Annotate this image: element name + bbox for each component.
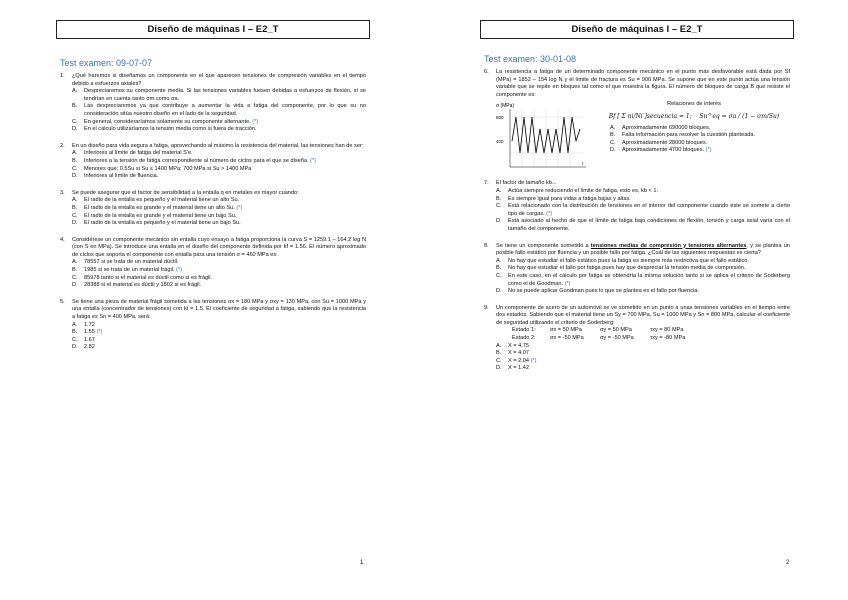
question-1	[60, 73, 366, 134]
option-letter: B.	[72, 204, 78, 211]
option-list	[60, 259, 366, 289]
stress-states	[484, 327, 790, 342]
answer-option	[60, 322, 366, 330]
answer-option	[484, 258, 790, 266]
option-text-body: Aproximadamente 4700 bloques.	[622, 147, 705, 154]
option-text-body: El radio de la entalla es grande y el material tiene un bajo Su.	[84, 212, 237, 219]
answer-option	[60, 126, 366, 134]
question-stem: La resistencia a fatiga de un determinado componente mecánico en el punto más desfavorable está dada por Sf (MPa) = 1852 – 154 log N y el límite de fractura es Su = 900 MPa. Se supone que en este punto actúa una tensión variable que se repite en bloques tal como el que muestra la figura. El número de bloques de carga B que resiste el componente es:	[496, 69, 790, 98]
option-text-body: En este caso, en el cálculo por fatiga se obtendría la misma solución tanto si se aplica el criterio de Soderberg como el de Goodman.	[508, 272, 790, 287]
question-9	[484, 305, 790, 373]
graph-grid	[510, 109, 584, 167]
state-sigma-y: σy = 50 MPa	[600, 327, 632, 334]
graph-tick-800: 800	[496, 115, 504, 121]
question-stem	[496, 243, 790, 258]
option-text-body: X = 4.07	[508, 350, 529, 357]
answer-option	[60, 205, 366, 213]
option-letter: C.	[610, 139, 616, 146]
option-text-body: 78557 si se trata de un material dúctil.	[84, 259, 179, 266]
question-6	[484, 69, 790, 171]
question-number: 7.	[484, 180, 489, 187]
question-number: 3.	[60, 189, 65, 196]
option-text-body: Menores que: 0.5Su si Su ≤ 1400 MPa; 700 MPa si Su > 1400 MPa	[84, 165, 252, 172]
option-letter: B.	[496, 265, 502, 272]
option-letter: A.	[496, 257, 502, 264]
question-stem: Se tiene una pieza de material frágil sometida a las tensiones σx = 180 MPa y σxy = 130 MPa, con Su = 1000 MPa y una entalla (concentrador de tensiones) con kt = 1.5. El coeficiente de seguridad a fatiga, sabiendo que la resistencia a fatiga es Sn = 400 MPa, será:	[72, 298, 366, 321]
option-text	[84, 267, 366, 275]
option-text-body: Aproximadamente 28000 bloques.	[622, 139, 708, 146]
option-text-body: El radio de la entalla es pequeño y el material tiene un alto Su.	[84, 197, 240, 204]
state-label: Estado 2:	[512, 335, 536, 342]
answer-option	[484, 273, 790, 288]
correct-answer-mark: (*)	[530, 357, 537, 364]
state-sigma-x: σx = 50 MPa	[550, 327, 582, 334]
answer-option	[60, 213, 366, 221]
state-sigma-x: σx = -50 MPa	[550, 335, 584, 342]
question-stem: Considérese un componente mecánico sin entalla cuyo ensayo a fatiga proporciona la curva S = 1259.1 – 164.2 log N (con S en MPa). Se introduce una entalla en el diseño del componente definida por kf = 1.56. El número aproximado de ciclos que soporta el componente con entalla para una tensión σ = 460 MPa es:	[72, 236, 366, 258]
question-stem: Se puede asegurar que el factor de sensibilidad a la entalla q en metales es mayor cuando:	[72, 189, 299, 196]
answer-option	[60, 119, 366, 127]
answer-option	[60, 267, 366, 275]
answer-option	[60, 337, 366, 345]
option-text-body: Inferiores a la tensión de fatiga correspondiente al número de ciclos para el que se diseña.	[84, 157, 309, 164]
option-text-body: 28388 si el material es dúctil y 1802 si es frágil.	[84, 282, 202, 289]
option-letter: C.	[72, 165, 78, 172]
answer-option	[484, 188, 790, 196]
question-number: 1.	[60, 73, 65, 79]
option-text	[508, 365, 790, 373]
answer-option	[60, 329, 366, 337]
option-text-body: Actúa siempre reduciendo el límite de fatiga, esto es, kb < 1.	[508, 187, 659, 194]
answer-option	[598, 125, 790, 133]
option-text	[84, 329, 366, 337]
option-text-body: Despreciaremos su componente media. Si las tensiones variables fuesen debidas a esfuerzos de flexión, sí se tendrían en cuenta tanto σm como σa.	[84, 88, 366, 102]
answer-option	[484, 358, 790, 366]
option-letter: A.	[610, 124, 616, 131]
option-text-body: Falta información para resolver la cuestión planteada.	[622, 132, 756, 139]
correct-answer-mark: (*)	[236, 204, 243, 211]
option-text-body: Está asociado al hecho de que el límite de fatiga bajo condiciones de flexión, torsión y carga axial varía con el tamaño del componente.	[508, 218, 790, 232]
formula-miner: Bf [ Σ ni/Ni ]secuencia = 1;	[608, 112, 692, 120]
state-row	[512, 335, 790, 343]
correct-answer-mark: (*)	[176, 267, 182, 274]
option-text	[508, 265, 790, 273]
option-text-body: Las despreciaremos ya que contribuye a aumentar la vida a fatiga del componente, por lo que su no consideración sitúa nuestro diseño en el lado de la seguridad.	[84, 103, 366, 117]
option-text	[84, 103, 366, 118]
page-2	[424, 0, 848, 600]
option-text-body: X = 4.75	[508, 342, 529, 349]
question-3	[60, 190, 366, 228]
stem-emphasis: tensiones medias de compresión y tensiones alternantes	[590, 242, 747, 249]
option-letter: D.	[72, 344, 78, 351]
option-letter: D.	[496, 288, 502, 295]
state-label: Estado 1:	[512, 327, 536, 334]
question-number: 5.	[60, 298, 65, 305]
option-list	[60, 322, 366, 352]
option-letter: B.	[72, 329, 78, 336]
option-text	[84, 344, 366, 352]
stress-time-graph	[496, 101, 588, 171]
option-text	[84, 88, 366, 103]
option-letter: D.	[72, 173, 78, 180]
answer-option	[60, 344, 366, 352]
option-text	[84, 166, 366, 174]
option-text-body: Aproximadamente 690000 bloques.	[622, 124, 711, 131]
option-letter: C.	[496, 272, 502, 279]
option-text	[508, 203, 790, 218]
option-text-body: En el cálculo utilizaríamos la tensión media como si fuera de tracción.	[84, 126, 257, 133]
option-text-body: X = 2.04	[508, 357, 529, 364]
question-4	[60, 237, 366, 290]
option-text-body: 85978 tanto si el material es dúctil como si es frágil.	[84, 274, 213, 281]
option-text-body: Inferiores al límite de fluencia.	[84, 173, 159, 180]
answer-option	[484, 350, 790, 358]
option-text-body: 1.55	[84, 329, 95, 336]
relations-title: Relaciones de interés	[667, 101, 721, 108]
option-list	[484, 258, 790, 296]
option-text	[508, 258, 790, 266]
page-number: 2	[786, 560, 790, 566]
option-letter: D.	[72, 220, 78, 227]
answer-option	[60, 282, 366, 290]
option-text-body: X = 1.42	[508, 365, 529, 372]
option-text	[508, 288, 790, 296]
option-text	[84, 322, 366, 330]
option-letter: C.	[72, 118, 78, 125]
option-text	[84, 213, 366, 221]
correct-answer-mark: (*)	[310, 157, 316, 164]
answer-option	[484, 203, 790, 218]
option-letter: D.	[496, 365, 502, 372]
answer-option	[60, 103, 366, 118]
graph-x-label: t	[582, 161, 584, 167]
option-text-body: El radio de la entalla es pequeño y el material tiene un bajo Su.	[84, 220, 241, 227]
answer-option	[598, 147, 790, 155]
option-letter: A.	[72, 197, 78, 204]
answer-option	[60, 259, 366, 267]
option-text	[84, 150, 366, 158]
option-letter: C.	[72, 212, 78, 219]
option-letter: D.	[496, 218, 502, 225]
option-list	[60, 197, 366, 227]
correct-answer-mark: (*)	[546, 210, 553, 217]
option-letter: B.	[610, 132, 616, 139]
answer-option	[598, 132, 790, 140]
question-number: 6.	[484, 69, 489, 75]
option-letter: D.	[72, 282, 78, 289]
state-tau-xy: τxy = 80 MPa	[650, 327, 684, 334]
option-text	[508, 273, 790, 288]
correct-answer-mark: (*)	[252, 118, 259, 125]
option-letter: C.	[496, 357, 502, 364]
answer-option	[484, 343, 790, 351]
question-stem: En un diseño para vida segura a fatiga, aprovechando al máximo la resistencia del material, las tensiones han de ser:	[72, 142, 364, 149]
answer-option	[484, 265, 790, 273]
relations-box	[588, 101, 790, 171]
question-stem: El factor de tamaño kb...	[496, 180, 557, 187]
question-stem: Un componente de acero de un automóvil se ve sometido en un punto a unas tensiones variables en el tiempo entre dos estados. Sabiendo que el material tiene un Sy = 700 MPa, Su = 1000 MPa y Sn = 800 MPa, calcular el coeficiente de seguridad utilizando el criterio de Soderberg:	[496, 304, 790, 326]
option-letter: B.	[496, 195, 502, 202]
option-text	[84, 275, 366, 283]
option-text	[84, 259, 366, 267]
option-letter: C.	[496, 203, 502, 210]
option-text-body: 1985 si se trata de un material frágil.	[84, 267, 175, 274]
state-row	[512, 327, 790, 335]
load-block-figure	[496, 101, 790, 171]
option-text-body: No hay que estudiar el fallo por fatiga pues hay que despreciar la tensión media de compresión.	[508, 265, 746, 272]
answer-option	[598, 140, 790, 148]
option-text	[622, 125, 790, 133]
option-list	[60, 88, 366, 134]
answer-option	[60, 150, 366, 158]
answer-option	[60, 197, 366, 205]
option-text	[84, 173, 366, 181]
option-text-body: En general, consideraríamos solamente su componente alternante.	[84, 118, 251, 125]
option-text-body: El radio de la entalla es grande y el material tiene un alto Su.	[84, 204, 235, 211]
option-text	[508, 350, 790, 358]
question-2	[60, 143, 366, 181]
option-text	[622, 140, 790, 148]
option-text-body: Inferiores al límite de fatiga del material S'e.	[84, 150, 193, 157]
option-text	[84, 337, 366, 345]
option-letter: D.	[72, 126, 78, 133]
option-text	[508, 358, 790, 366]
option-list	[484, 188, 790, 234]
option-text-body: 1.72	[84, 321, 95, 328]
page-header: Diseño de máquinas I – E2_T	[480, 20, 794, 39]
option-text	[508, 196, 790, 204]
option-letter: B.	[496, 350, 502, 357]
option-text	[508, 218, 790, 233]
option-text-body: No hay que estudiar el fallo estático pues la fatiga es siempre más restrictiva que el fallo estático.	[508, 257, 749, 264]
option-text	[84, 197, 366, 205]
option-text	[84, 119, 366, 127]
page-2-content	[484, 54, 790, 382]
option-list	[60, 150, 366, 180]
option-text	[622, 147, 790, 155]
option-text-body: 2.82	[84, 344, 95, 351]
page-header: Diseño de máquinas I – E2_T	[56, 20, 370, 39]
option-letter: B.	[72, 157, 78, 164]
graph-tick-400: 400	[496, 139, 504, 145]
correct-answer-mark: (*)	[96, 329, 103, 336]
option-text-body: Está relacionado con la distribución de tensiones en el interior del componente cuando éste se somete a cierto tipo de cargas.	[508, 203, 790, 217]
correct-answer-mark: (*)	[705, 147, 712, 154]
option-letter: A.	[72, 150, 78, 157]
option-text-body: No se puede aplicar Goodman pues lo que se plantea es el fallo por fluencia.	[508, 288, 699, 295]
correct-answer-mark: (*)	[564, 280, 571, 287]
option-text	[84, 126, 366, 134]
state-tau-xy: τxy = -80 MPa	[650, 335, 686, 342]
answer-option	[60, 166, 366, 174]
option-text-body: Es siempre igual para vidas a fatiga bajas y altas.	[508, 195, 631, 202]
option-letter: C.	[72, 274, 78, 281]
question-number: 4.	[60, 236, 65, 243]
question-number: 9.	[484, 304, 489, 311]
question-7	[484, 180, 790, 233]
option-list	[598, 125, 790, 155]
option-text	[84, 205, 366, 213]
answer-option	[484, 196, 790, 204]
question-list	[60, 73, 366, 352]
answer-option	[60, 158, 366, 166]
option-letter: B.	[72, 267, 78, 274]
stem-part-a: Se tiene un componente sometido a	[496, 242, 591, 249]
question-stem: ¿Qué haremos si diseñamos un componente en el que aparecen tensiones de compresión variables en el tiempo debido a esfuerzos axiales?	[72, 73, 366, 87]
formula	[598, 113, 790, 121]
option-letter: D.	[610, 147, 616, 154]
option-list	[484, 343, 790, 373]
option-letter: A.	[496, 342, 502, 349]
option-letter: B.	[72, 103, 78, 110]
answer-option	[60, 173, 366, 181]
page-1-content	[60, 58, 366, 361]
answer-option	[484, 288, 790, 296]
answer-option	[484, 365, 790, 373]
option-text	[84, 220, 366, 228]
option-text	[508, 343, 790, 351]
stem-part-b: , y se plantea un posible fallo estático por fluencia y un posible fallo por fatiga. ¿Cuál de las siguientes respuestas es cierta?	[496, 242, 790, 257]
option-text	[84, 282, 366, 290]
answer-option	[60, 220, 366, 228]
answer-option	[484, 218, 790, 233]
question-5	[60, 299, 366, 352]
formula-goodman: Sn^eq = σa / (1 − σm/Su)	[699, 112, 780, 120]
option-text	[84, 158, 366, 166]
question-number: 8.	[484, 242, 489, 249]
section-title: Test examen: 30-01-08	[484, 54, 577, 64]
section-title: Test examen: 09-07-07	[60, 58, 153, 68]
question-8	[484, 243, 790, 296]
option-letter: A.	[72, 88, 78, 95]
option-letter: A.	[72, 259, 78, 266]
answer-option	[60, 88, 366, 103]
answer-option	[60, 275, 366, 283]
graph-y-label: σ (MPa)	[496, 103, 515, 110]
option-text-body: 1.67	[84, 336, 95, 343]
page-number: 1	[360, 560, 364, 566]
option-text	[508, 188, 790, 196]
option-letter: A.	[72, 321, 78, 328]
state-sigma-y: σy = -50 MPa	[600, 335, 634, 342]
question-number: 2.	[60, 142, 65, 149]
option-letter: A.	[496, 187, 502, 194]
option-letter: C.	[72, 336, 78, 343]
option-text	[622, 132, 790, 140]
